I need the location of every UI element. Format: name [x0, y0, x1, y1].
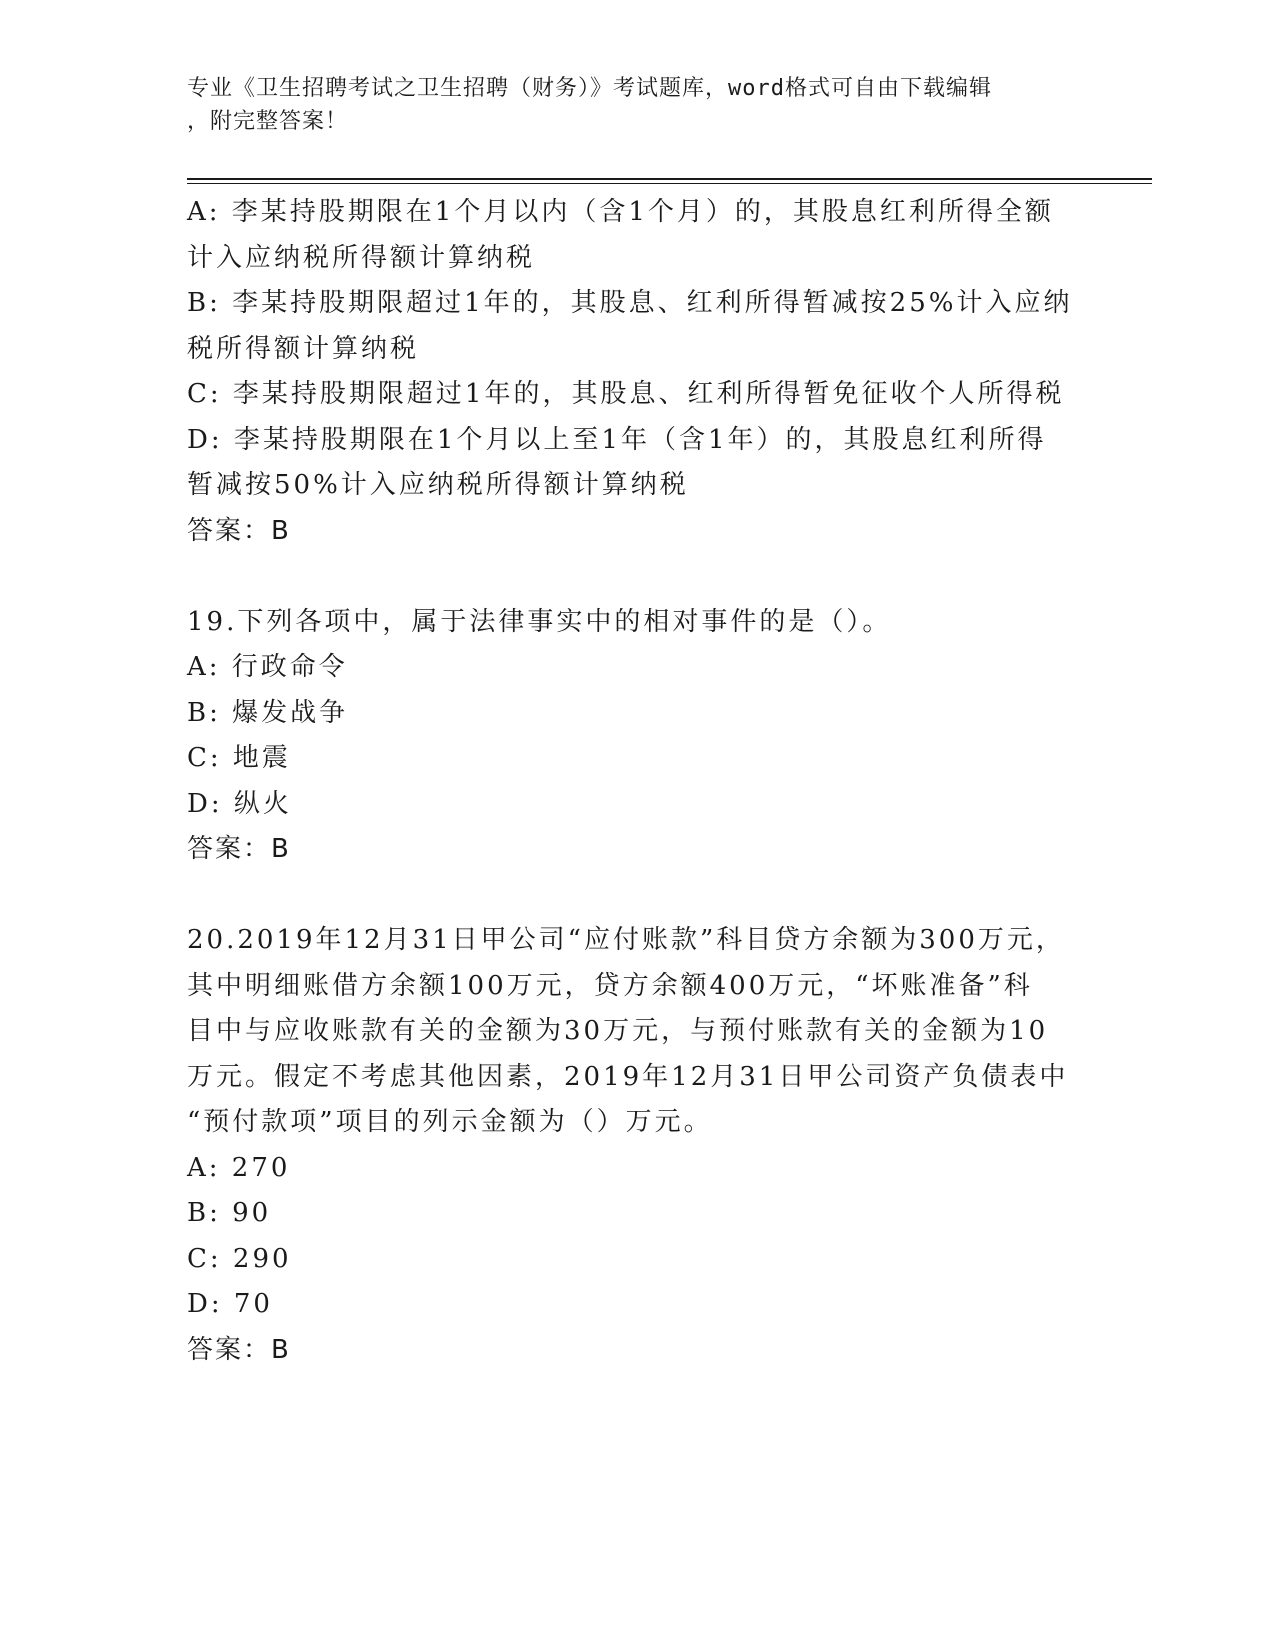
q20-option-d: D: 70	[187, 1289, 273, 1319]
q18-option-c: C: 李某持股期限超过1年的，其股息、红利所得暂免征收个人所得税	[187, 379, 1065, 409]
spacer	[187, 554, 1077, 600]
question-20	[187, 918, 1077, 1373]
q18-option-d-line-2: 暂减按50%计入应纳税所得额计算纳税	[187, 470, 689, 500]
q19-stem: 19.下列各项中，属于法律事实中的相对事件的是（）。	[187, 606, 892, 637]
q20-option-b: B: 90	[187, 1198, 272, 1228]
q19-option-c: C: 地震	[187, 743, 291, 773]
spacer	[187, 873, 1077, 919]
q18-answer: 答案：B	[187, 515, 291, 546]
q20-stem-line-2: 其中明细账借方余额100万元，贷方余额400万元，“坏账准备”科	[187, 970, 1033, 1001]
document-header	[187, 72, 1067, 138]
q20-stem-line-4: 万元。假定不考虑其他因素，2019年12月31日甲公司资产负债表中	[187, 1061, 1069, 1092]
q18-option-a-line-1: A: 李某持股期限在1个月以内（含1个月）的，其股息红利所得全额	[187, 197, 1054, 227]
question-18-options	[187, 190, 1077, 554]
q20-stem-line-1: 20.2019年12月31日甲公司“应付账款”科目贷方余额为300万元，	[187, 925, 1065, 955]
q20-stem-line-5: “预付款项”项目的列示金额为（）万元。	[187, 1107, 713, 1137]
header-divider-thin	[187, 183, 1152, 184]
q18-option-a-line-2: 计入应纳税所得额计算纳税	[187, 242, 536, 273]
q20-option-c: C: 290	[187, 1243, 292, 1274]
q19-option-b: B: 爆发战争	[187, 697, 349, 728]
q20-answer: 答案：B	[187, 1334, 291, 1365]
header-line-1: 专业《卫生招聘考试之卫生招聘（财务）》考试题库，word格式可自由下载编辑	[187, 76, 992, 101]
header-line-2: ，附完整答案！	[187, 109, 349, 134]
q20-stem-line-3: 目中与应收账款有关的金额为30万元，与预付账款有关的金额为10	[187, 1016, 1049, 1046]
q18-option-b-line-1: B: 李某持股期限超过1年的，其股息、红利所得暂减按25%计入应纳	[187, 288, 1073, 318]
q19-option-a: A: 行政命令	[187, 652, 348, 682]
question-19	[187, 600, 1077, 873]
q19-answer: 答案：B	[187, 834, 291, 864]
q19-option-d: D: 纵火	[187, 788, 292, 819]
q18-option-b-line-2: 税所得额计算纳税	[187, 333, 420, 364]
q20-option-a: A: 270	[187, 1152, 291, 1183]
q18-option-d-line-1: D: 李某持股期限在1个月以上至1年（含1年）的，其股息红利所得	[187, 424, 1047, 455]
question-content	[187, 190, 1077, 1373]
header-divider-thick	[187, 178, 1152, 180]
